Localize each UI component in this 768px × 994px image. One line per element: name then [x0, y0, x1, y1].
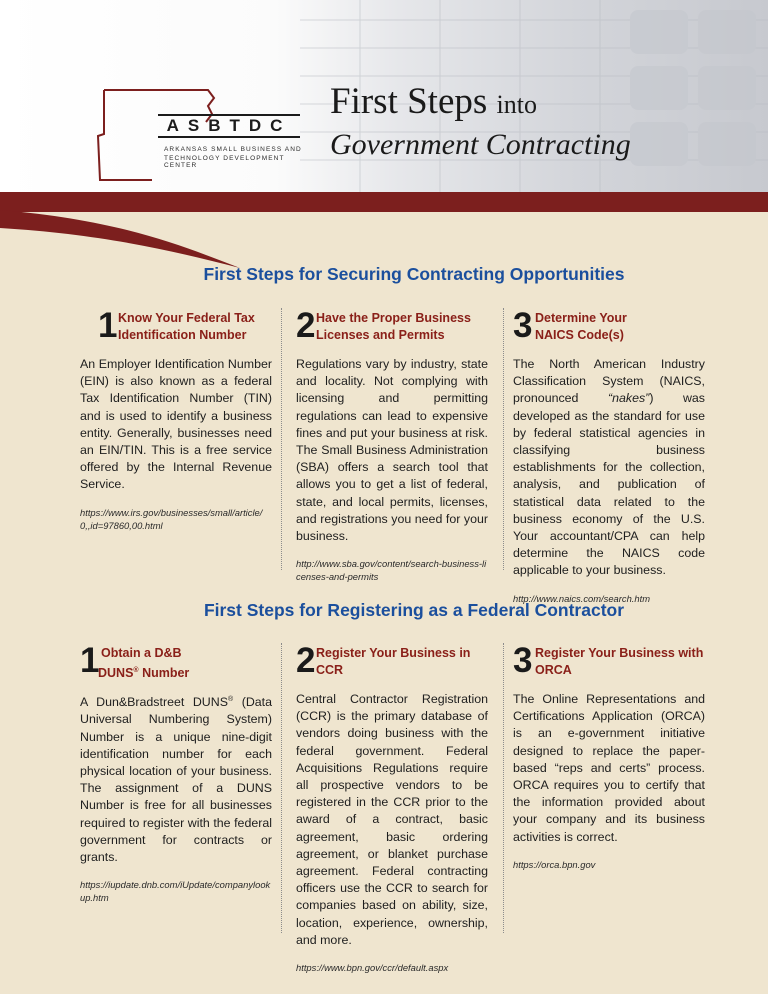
label-line1: Obtain a D&B: [101, 646, 182, 660]
step-number: 3: [513, 641, 533, 680]
registered-mark: ®: [227, 696, 234, 703]
section2-title: First Steps for Registering as a Federal Contractor: [203, 600, 625, 620]
step-number: 1: [80, 641, 100, 680]
column-divider: [281, 308, 282, 570]
step-number: 2: [296, 641, 316, 680]
step-link[interactable]: https://www.bpn.gov/ccr/default.aspx: [296, 962, 449, 974]
step-label: Determine Your NAICS Code(s): [535, 311, 627, 342]
step-link[interactable]: https://www.irs.gov/businesses/small/article/0,,id=97860,00.html: [80, 506, 263, 531]
step-description: Regulations vary by industry, state and locality. Not complying with licensing and permitting regulations can lead to expensive fines and put your business at risk. The Small Business Administration (SBA) offers a search tool that allows you to get a list of federal, state, and local permits, licenses, and registrations you need for your business.: [296, 357, 488, 544]
description-text: A Dun&Bradstreet DUNS: [80, 695, 228, 710]
step-description: The Online Representations and Certifications Application (ORCA) is an e-government initiative designed to replace the paper-based “reps and certs” process. ORCA requires you to certify that the information provided about your company and its business activities is correct.: [513, 692, 705, 844]
step-link[interactable]: http://www.sba.gov/content/search-business-licenses-and-permits: [296, 558, 487, 583]
step-header: [80, 643, 272, 691]
step-number: 1: [98, 306, 118, 345]
step-description: [513, 356, 705, 580]
title-into: into: [496, 90, 537, 119]
section2-step3: [513, 643, 705, 871]
registered-mark: ®: [133, 667, 139, 674]
step-link[interactable]: https://iupdate.dnb.com/iUpdate/companylookup.htm: [80, 879, 271, 904]
section2-step1: [80, 643, 272, 904]
section1-step2: [296, 308, 488, 583]
column-divider: [503, 308, 504, 570]
logo-abbreviation: ASBTDC: [158, 114, 300, 138]
step-label: Know Your Federal Tax Identification Number: [118, 311, 255, 342]
step-link[interactable]: https://orca.bpn.gov: [513, 858, 596, 870]
label-duns: DUNS: [98, 666, 134, 681]
title-first-steps: First Steps: [330, 81, 488, 122]
document-title: [330, 80, 537, 123]
pronunciation-text: “nakes”: [607, 391, 650, 406]
step-label: Have the Proper Business Licenses and Permits: [316, 311, 471, 342]
step-header: [296, 643, 488, 691]
document-subtitle: Government Contracting: [330, 128, 631, 161]
label-number: Number: [138, 666, 190, 681]
description-text: The North American Industry Classification System (NAICS, pronounced: [513, 357, 705, 406]
page-header: [0, 0, 768, 192]
logo-org-name-line1: ARKANSAS SMALL BUSINESS AND: [164, 146, 302, 153]
step-description: Central Contractor Registration (CCR) is the primary database of vendors doing business with the federal government. Federal Acquisitions Regulations require all prospective vendors to be registered in the CCR prior to the award of a contract, basic agreement, basic ordering agreement, or blanket purchase agreement. Federal contracting officers use the CCR to search for companies based on ability, size, location, experience, ownership, and more.: [296, 692, 488, 947]
logo-org-name-line2: TECHNOLOGY DEVELOPMENT CENTER: [164, 155, 285, 169]
description-text: ) was developed as the standard for use by federal statistical agencies in classifying business establishments for the collection, analysis, and publication of statistical data related to the business economy of the U.S. Your accountant/CPA can help determine the NAICS code applicable to your business.: [513, 391, 705, 578]
step-description: [80, 691, 272, 866]
step-label: Register Your Business with ORCA: [535, 646, 704, 677]
section2-step2: [296, 643, 488, 974]
section1-step1: [80, 308, 272, 532]
description-text: (Data Universal Numbering System) Number is a unique nine-digit identification number for each physical location of your business. The assignment of a DUNS Number is free for all businesses required to register with the federal government for contracts or grants.: [80, 695, 272, 864]
step-label: [98, 645, 248, 682]
step-header: [513, 308, 705, 356]
column-divider: [281, 643, 282, 933]
step-number: 3: [513, 306, 533, 345]
accent-swoosh-graphic: [0, 200, 768, 270]
section1-title: First Steps for Securing Contracting Opportunities: [203, 264, 625, 284]
step-description: An Employer Identification Number (EIN) is also known as a federal Tax Identification Number (TIN) and is used to identify a business entity. Generally, businesses need an EIN/TIN. This is a free service offered by the Internal Revenue Service.: [80, 357, 272, 492]
step-header: [296, 308, 488, 356]
step-number: 2: [296, 306, 316, 345]
step-header: [513, 643, 705, 691]
section1-step3: [513, 308, 705, 605]
step-link[interactable]: http://www.naics.com/search.htm: [513, 592, 651, 604]
step-header: [80, 308, 272, 356]
column-divider: [503, 643, 504, 933]
step-label: Register Your Business in CCR: [316, 646, 471, 677]
